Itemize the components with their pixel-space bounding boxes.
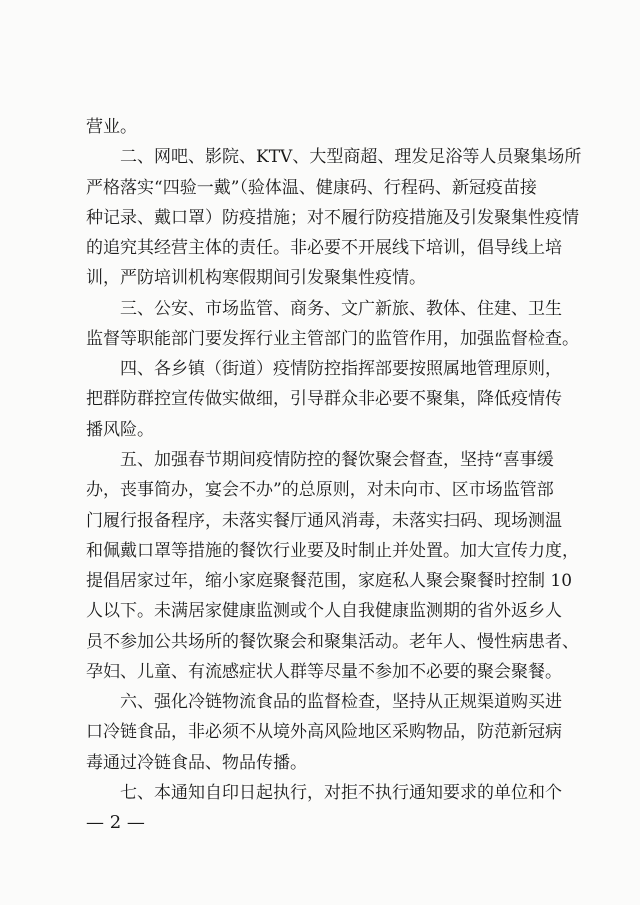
line-text: 人以下。未满居家健康监测或个人自我健康监测期的省外返乡人 <box>86 601 562 621</box>
text-line <box>0 687 640 717</box>
line-text: 门履行报备程序，未落实餐厅通风消毒，未落实扫码、现场测温 <box>86 511 562 531</box>
text-line <box>0 324 640 354</box>
text-line <box>0 717 640 747</box>
text-line <box>0 596 640 626</box>
line-text: 口冷链食品，非必须不从境外高风险地区采购物品，防范新冠病 <box>86 722 562 742</box>
line-text: 训，严防培训机构寒假期间引发聚集性疫情。 <box>86 268 426 288</box>
text-line <box>0 354 640 384</box>
text-line <box>0 778 640 808</box>
line-text: 营业。 <box>86 117 137 137</box>
text-line <box>0 748 640 778</box>
line-text: 员不参加公共场所的餐饮聚会和聚集活动。老年人、慢性病患者、 <box>86 632 579 652</box>
line-text: 监督等职能部门要发挥行业主管部门的监管作用，加强监督检查。 <box>86 329 579 349</box>
text-line <box>0 475 640 505</box>
line-text: 四、各乡镇（街道）疫情防控指挥部要按照属地管理原则， <box>120 359 562 379</box>
line-text: 严格落实“四验一戴”（验体温、健康码、行程码、新冠疫苗接 <box>86 178 537 198</box>
text-line <box>0 233 640 263</box>
page-number: — 2 — <box>86 812 145 833</box>
line-text: 六、强化冷链物流食品的监督检查，坚持从正规渠道购买进 <box>120 692 562 712</box>
text-line <box>0 173 640 203</box>
line-text: 五、加强春节期间疫情防控的餐饮聚会督查，坚持“喜事缓 <box>120 450 554 470</box>
text-line <box>0 263 640 293</box>
line-text: 把群防群控宣传做实做细，引导群众非必要不聚集，降低疫情传 <box>86 389 562 409</box>
line-text: 毒通过冷链食品、物品传播。 <box>86 753 307 773</box>
text-line <box>0 506 640 536</box>
line-text: 孕妇、儿童、有流感症状人群等尽量不参加不必要的聚会聚餐。 <box>86 662 562 682</box>
line-text: 播风险。 <box>86 420 154 440</box>
text-line <box>0 566 640 596</box>
text-line <box>0 627 640 657</box>
line-text: 三、公安、市场监管、商务、文广新旅、教体、住建、卫生 <box>120 299 562 319</box>
line-text: 提倡居家过年，缩小家庭聚餐范围，家庭私人聚会聚餐时控制 10 <box>86 571 573 591</box>
line-text: 二、网吧、影院、KTV、大型商超、理发足浴等人员聚集场所 <box>120 147 582 167</box>
text-line <box>0 384 640 414</box>
text-line <box>0 536 640 566</box>
text-line <box>0 445 640 475</box>
text-line <box>0 657 640 687</box>
line-text: 种记录、戴口罩）防疫措施；对不履行防疫措施及引发聚集性疫情 <box>86 208 579 228</box>
line-text: 和佩戴口罩等措施的餐饮行业要及时制止并处置。加大宣传力度， <box>86 541 579 561</box>
text-line <box>0 294 640 324</box>
text-line <box>0 142 640 172</box>
text-line <box>0 112 640 142</box>
line-text: 七、本通知自印日起执行，对拒不执行通知要求的单位和个 <box>120 783 562 803</box>
line-text: 的追究其经营主体的责任。非必要不开展线下培训，倡导线上培 <box>86 238 562 258</box>
text-line <box>0 415 640 445</box>
line-text: 办，丧事简办，宴会不办”的总原则，对未向市、区市场监管部 <box>86 480 554 500</box>
text-line <box>0 203 640 233</box>
